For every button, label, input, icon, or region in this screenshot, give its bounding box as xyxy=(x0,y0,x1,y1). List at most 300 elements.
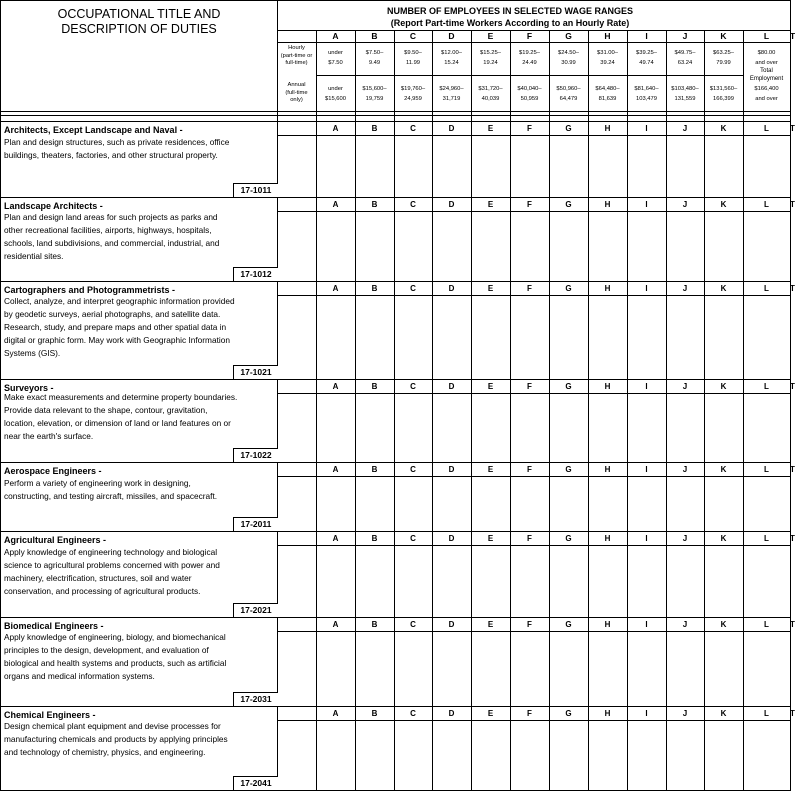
employee-count-cell[interactable] xyxy=(589,213,626,279)
soc-code: 17-2041 xyxy=(233,776,278,790)
employee-count-cell[interactable] xyxy=(550,213,587,279)
range-text: and over xyxy=(755,60,778,66)
range-text: 39.24 xyxy=(600,60,615,66)
employee-count-cell[interactable] xyxy=(628,395,665,460)
entry-letter-D: D xyxy=(448,124,455,133)
row-divider xyxy=(1,706,790,707)
employee-count-cell[interactable] xyxy=(395,137,431,195)
employee-count-cell[interactable] xyxy=(317,137,354,195)
description-line: digital or graphic form. May work with Geographic Information xyxy=(4,335,230,345)
entry-letter-B: B xyxy=(371,620,378,629)
column-divider xyxy=(316,30,317,121)
employee-count-cell[interactable] xyxy=(317,633,354,704)
employee-count-cell[interactable] xyxy=(628,137,665,195)
employee-count-cell[interactable] xyxy=(356,297,393,377)
entry-letter-L: L xyxy=(764,382,769,391)
employee-count-cell[interactable] xyxy=(317,547,354,615)
range-text: $49.75– xyxy=(674,50,696,56)
employee-count-cell[interactable] xyxy=(667,213,703,279)
employee-count-cell[interactable] xyxy=(550,633,587,704)
label-text: only) xyxy=(290,97,303,103)
employee-count-cell[interactable] xyxy=(705,722,742,788)
header-rule xyxy=(1,111,790,112)
column-divider xyxy=(549,30,550,121)
employee-count-cell[interactable] xyxy=(395,213,431,279)
range-text: 79.99 xyxy=(716,60,731,66)
employee-count-cell[interactable] xyxy=(550,137,587,195)
employee-count-cell[interactable] xyxy=(472,213,509,279)
employee-count-cell[interactable] xyxy=(395,547,431,615)
entry-letter-J: J xyxy=(682,284,688,293)
annual-range-E xyxy=(471,84,510,104)
employee-count-cell[interactable] xyxy=(395,478,431,529)
employee-count-cell[interactable] xyxy=(433,722,470,788)
employee-count-cell[interactable] xyxy=(433,137,470,195)
entry-letter-B: B xyxy=(371,284,378,293)
range-text: $7.50– xyxy=(365,50,384,56)
occupation-description xyxy=(4,477,280,503)
annual-range-H xyxy=(588,84,627,104)
annual-range-I xyxy=(627,84,666,104)
range-text: $12.00– xyxy=(441,50,462,56)
entry-letter-E: E xyxy=(487,284,494,293)
row-letter-rule xyxy=(277,211,790,212)
employee-count-cell[interactable] xyxy=(589,297,626,377)
range-text: $80.00 xyxy=(757,50,776,56)
entry-letter-E: E xyxy=(487,382,494,391)
entry-letter-E: E xyxy=(487,465,494,474)
soc-code: 17-1011 xyxy=(233,183,278,197)
entry-letter-A: A xyxy=(332,284,339,293)
employee-count-cell[interactable] xyxy=(472,137,509,195)
header-rule xyxy=(1,121,790,122)
entry-letter-D: D xyxy=(448,284,455,293)
header-line-2: DESCRIPTION OF DUTIES xyxy=(61,22,217,36)
entry-letter-K: K xyxy=(720,709,727,718)
entry-letter-K: K xyxy=(720,620,727,629)
label-text: full-time) xyxy=(285,60,308,66)
employee-count-cell[interactable] xyxy=(705,547,742,615)
entry-letter-I: I xyxy=(645,200,648,209)
range-text: 30.99 xyxy=(561,60,576,66)
hourly-range-B xyxy=(355,48,394,68)
entry-letter-T: T xyxy=(790,124,795,133)
employee-count-cell[interactable] xyxy=(589,478,626,529)
column-letter-E: E xyxy=(487,31,494,41)
employee-count-cell[interactable] xyxy=(628,213,665,279)
employee-count-cell[interactable] xyxy=(628,478,665,529)
entry-letter-B: B xyxy=(371,124,378,133)
description-line: Systems (GIS). xyxy=(4,348,61,358)
employee-count-cell[interactable] xyxy=(317,213,354,279)
employee-count-cell[interactable] xyxy=(433,478,470,529)
entry-letter-G: G xyxy=(565,620,572,629)
label-text: (part-time or xyxy=(280,52,313,59)
entry-letter-G: G xyxy=(565,465,572,474)
row-letter-rule xyxy=(277,720,790,721)
employee-count-cell[interactable] xyxy=(744,297,789,377)
occupation-title: Aerospace Engineers - xyxy=(4,466,102,476)
entry-letter-E: E xyxy=(487,709,494,718)
employee-count-cell[interactable] xyxy=(628,297,665,377)
entry-letter-H: H xyxy=(604,200,611,209)
employee-count-cell[interactable] xyxy=(705,137,742,195)
employee-count-cell[interactable] xyxy=(589,547,626,615)
entry-letter-C: C xyxy=(410,620,416,629)
range-text: 50,959 xyxy=(520,96,539,102)
range-text: 31,719 xyxy=(442,96,461,102)
employee-count-cell[interactable] xyxy=(550,478,587,529)
annual-range-F xyxy=(510,84,549,104)
range-text: and over xyxy=(755,96,778,102)
employee-count-cell[interactable] xyxy=(744,722,789,788)
employee-count-cell[interactable] xyxy=(511,213,548,279)
description-line: by geodetic surveys, aerial photographs, and satellite data. xyxy=(4,309,221,319)
employee-count-cell[interactable] xyxy=(511,478,548,529)
employee-count-cell[interactable] xyxy=(744,547,789,615)
description-line: Provide data relevant to the shape, contour, gravitation, xyxy=(4,405,208,415)
annual-range-B xyxy=(355,84,394,104)
header-rule xyxy=(1,115,790,116)
entry-letter-I: I xyxy=(645,382,648,391)
hourly-range-C xyxy=(394,48,432,68)
entry-letter-B: B xyxy=(371,382,378,391)
description-line: biological and health systems and products, such as artificial xyxy=(4,658,227,668)
entry-letter-H: H xyxy=(604,709,611,718)
column-divider xyxy=(627,30,628,121)
range-text: 64,479 xyxy=(559,96,578,102)
employee-count-cell[interactable] xyxy=(511,395,548,460)
entry-letter-D: D xyxy=(448,465,455,474)
entry-letter-A: A xyxy=(332,200,339,209)
employee-count-cell[interactable] xyxy=(667,137,703,195)
entry-letter-T: T xyxy=(790,200,795,209)
employee-count-cell[interactable] xyxy=(628,722,665,788)
entry-letter-I: I xyxy=(645,465,648,474)
employee-count-cell[interactable] xyxy=(744,478,789,529)
range-text: 9.49 xyxy=(368,60,381,66)
entry-letter-C: C xyxy=(410,709,416,718)
row-letter-rule xyxy=(277,393,790,394)
employee-count-cell[interactable] xyxy=(667,297,703,377)
employee-count-cell[interactable] xyxy=(317,297,354,377)
hourly-range-H xyxy=(588,48,627,68)
employee-count-cell[interactable] xyxy=(395,395,431,460)
entry-letter-T: T xyxy=(790,709,795,718)
column-divider xyxy=(666,30,667,121)
entry-letter-F: F xyxy=(527,465,532,474)
entry-letter-A: A xyxy=(332,534,339,543)
soc-code: 17-1012 xyxy=(233,267,278,281)
description-line: buildings, theaters, factories, and other structural property. xyxy=(4,150,218,160)
employee-count-cell[interactable] xyxy=(395,722,431,788)
employee-count-cell[interactable] xyxy=(395,297,431,377)
employee-count-cell[interactable] xyxy=(395,633,431,704)
row-letter-rule xyxy=(277,545,790,546)
label-text: Employment xyxy=(749,76,784,82)
range-text: $19,760– xyxy=(400,86,426,92)
employee-count-cell[interactable] xyxy=(472,395,509,460)
employee-count-cell[interactable] xyxy=(356,547,393,615)
annual-range-K xyxy=(704,84,743,104)
employee-count-cell[interactable] xyxy=(317,722,354,788)
column-letter-C: C xyxy=(409,31,417,41)
entry-letter-C: C xyxy=(410,124,416,133)
entry-letter-L: L xyxy=(764,284,769,293)
range-text: $31,720– xyxy=(478,86,503,92)
description-line: organs and medical information systems. xyxy=(4,671,155,681)
row-divider xyxy=(1,617,790,618)
entry-letter-F: F xyxy=(527,200,532,209)
entry-letter-D: D xyxy=(448,382,455,391)
row-letter-rule xyxy=(277,631,790,632)
employee-count-cell[interactable] xyxy=(433,633,470,704)
entry-letter-D: D xyxy=(448,709,455,718)
employee-count-cell[interactable] xyxy=(550,395,587,460)
employee-count-cell[interactable] xyxy=(667,478,703,529)
employee-count-cell[interactable] xyxy=(511,137,548,195)
employee-count-cell[interactable] xyxy=(511,722,548,788)
entry-letter-K: K xyxy=(720,284,727,293)
column-divider xyxy=(588,30,589,121)
employee-count-cell[interactable] xyxy=(667,722,703,788)
entry-letter-G: G xyxy=(565,284,572,293)
description-line: and technology of chemistry, physics, and engineering. xyxy=(4,747,206,757)
entry-letter-I: I xyxy=(645,620,648,629)
description-line: Plan and design land areas for such projects as parks and xyxy=(4,212,218,222)
annual-range-G xyxy=(549,84,588,104)
description-line: Design chemical plant equipment and devise processes for xyxy=(4,721,221,731)
employee-count-cell[interactable] xyxy=(317,478,354,529)
entry-letter-E: E xyxy=(487,620,494,629)
soc-code: 17-2021 xyxy=(233,603,278,617)
employee-count-cell[interactable] xyxy=(472,547,509,615)
employee-count-cell[interactable] xyxy=(667,547,703,615)
hourly-range-A xyxy=(316,48,355,68)
description-line: Research, study, and prepare maps and other spatial data in xyxy=(4,322,227,332)
employee-count-cell[interactable] xyxy=(705,395,742,460)
total-employment-label xyxy=(743,67,790,83)
occupation-title: Cartographers and Photogrammetrists - xyxy=(4,285,176,295)
entry-letter-L: L xyxy=(764,534,769,543)
employee-count-cell[interactable] xyxy=(356,137,393,195)
employee-count-cell[interactable] xyxy=(705,297,742,377)
employee-count-cell[interactable] xyxy=(744,395,789,460)
description-line: principles to the design, development, and evaluation of xyxy=(4,645,209,655)
annual-range-J xyxy=(666,84,704,104)
description-line: Collect, analyze, and interpret geographic information provided xyxy=(4,296,235,306)
employee-count-cell[interactable] xyxy=(356,478,393,529)
employee-count-cell[interactable] xyxy=(356,633,393,704)
entry-letter-J: J xyxy=(682,465,688,474)
annual-range-L xyxy=(743,84,790,104)
entry-letter-H: H xyxy=(604,465,611,474)
description-line: conservation, and processing of agricultural products. xyxy=(4,586,201,596)
range-text: 131,559 xyxy=(674,96,696,102)
employee-count-cell[interactable] xyxy=(744,213,789,279)
employee-count-cell[interactable] xyxy=(705,213,742,279)
range-text: 19.24 xyxy=(483,60,498,66)
occupation-description xyxy=(4,391,280,443)
entry-letter-H: H xyxy=(604,382,611,391)
entry-letter-J: J xyxy=(682,620,688,629)
entry-letter-L: L xyxy=(764,620,769,629)
employee-count-cell[interactable] xyxy=(589,722,626,788)
entry-letter-G: G xyxy=(565,534,572,543)
description-line: residential sites. xyxy=(4,251,64,261)
label-text: Annual xyxy=(287,82,306,88)
entry-letter-L: L xyxy=(764,465,769,474)
entry-letter-K: K xyxy=(720,534,727,543)
hourly-range-J xyxy=(666,48,704,68)
description-line: science to agricultural problems concerned with power and xyxy=(4,560,220,570)
hourly-range-G xyxy=(549,48,588,68)
description-line: Apply knowledge of engineering technology and biological xyxy=(4,547,218,557)
employee-count-cell[interactable] xyxy=(433,395,470,460)
employee-count-cell[interactable] xyxy=(511,297,548,377)
range-text: $9.50– xyxy=(404,50,422,56)
column-letter-K: K xyxy=(720,31,727,41)
range-text: $31.00– xyxy=(597,50,618,56)
entry-letter-T: T xyxy=(790,465,795,474)
description-line: Plan and design structures, such as private residences, office xyxy=(4,137,230,147)
entry-letter-I: I xyxy=(645,709,648,718)
wage-ranges-subtitle: (Report Part-time Workers According to an Hourly Rate) xyxy=(390,18,630,28)
wage-ranges-header xyxy=(277,5,743,29)
description-line: manufacturing chemicals and products by applying principles xyxy=(4,734,228,744)
entry-letter-B: B xyxy=(371,534,378,543)
annual-range-C xyxy=(394,84,432,104)
column-letter-I: I xyxy=(645,31,648,41)
hourly-label xyxy=(277,45,316,68)
employee-count-cell[interactable] xyxy=(744,137,789,195)
column-divider xyxy=(355,30,356,121)
employee-count-cell[interactable] xyxy=(433,297,470,377)
employee-count-cell[interactable] xyxy=(667,633,703,704)
occupational-title-header xyxy=(1,7,277,37)
range-text: $24,960– xyxy=(439,86,464,92)
range-text: $166,400 xyxy=(754,86,779,92)
employee-count-cell[interactable] xyxy=(705,478,742,529)
employee-count-cell[interactable] xyxy=(433,213,470,279)
employee-count-cell[interactable] xyxy=(667,395,703,460)
employee-count-cell[interactable] xyxy=(550,547,587,615)
soc-code: 17-1021 xyxy=(233,365,278,379)
entry-letter-C: C xyxy=(410,534,416,543)
employee-count-cell[interactable] xyxy=(589,395,626,460)
employee-count-cell[interactable] xyxy=(589,633,626,704)
employee-count-cell[interactable] xyxy=(317,395,354,460)
entry-letter-J: J xyxy=(682,534,688,543)
entry-letter-F: F xyxy=(527,124,532,133)
employee-count-cell[interactable] xyxy=(589,137,626,195)
occupation-title: Architects, Except Landscape and Naval - xyxy=(4,125,183,135)
entry-letter-D: D xyxy=(448,200,455,209)
entry-letter-J: J xyxy=(682,200,688,209)
entry-letter-B: B xyxy=(371,709,378,718)
entry-letter-F: F xyxy=(527,620,532,629)
entry-letter-E: E xyxy=(487,124,494,133)
employee-count-cell[interactable] xyxy=(744,633,789,704)
occupation-description xyxy=(4,720,280,759)
range-text: 24,959 xyxy=(404,96,422,102)
entry-letter-I: I xyxy=(645,534,648,543)
employee-count-cell[interactable] xyxy=(356,395,393,460)
entry-letter-B: B xyxy=(371,465,378,474)
employee-count-cell[interactable] xyxy=(472,633,509,704)
description-line: constructing, and testing aircraft, missiles, and spacecraft. xyxy=(4,491,218,501)
column-divider xyxy=(510,30,511,121)
entry-letter-T: T xyxy=(790,382,795,391)
employee-count-cell[interactable] xyxy=(472,297,509,377)
description-line: Make exact measurements and determine property boundaries. xyxy=(4,392,238,402)
entry-letter-F: F xyxy=(527,382,532,391)
entry-letter-F: F xyxy=(527,709,532,718)
range-text: under xyxy=(328,86,343,92)
employee-count-cell[interactable] xyxy=(511,547,548,615)
occupation-title: Landscape Architects - xyxy=(4,201,103,211)
range-text: 15.24 xyxy=(444,60,459,66)
hourly-range-E xyxy=(471,48,510,68)
employee-count-cell[interactable] xyxy=(511,633,548,704)
occupation-description xyxy=(4,631,280,683)
employee-count-cell[interactable] xyxy=(356,722,393,788)
entry-letter-A: A xyxy=(332,709,339,718)
range-text: 24.49 xyxy=(522,60,537,66)
employee-count-cell[interactable] xyxy=(472,478,509,529)
entry-letter-G: G xyxy=(565,124,572,133)
range-text: $40,040– xyxy=(517,86,542,92)
entry-letter-C: C xyxy=(410,465,416,474)
range-text: 11.99 xyxy=(405,60,421,66)
entry-letter-J: J xyxy=(682,124,688,133)
employee-count-cell[interactable] xyxy=(705,633,742,704)
employee-count-cell[interactable] xyxy=(472,722,509,788)
employee-count-cell[interactable] xyxy=(550,722,587,788)
employee-count-cell[interactable] xyxy=(628,547,665,615)
employee-count-cell[interactable] xyxy=(356,213,393,279)
column-divider xyxy=(432,30,433,121)
range-text: $19.25– xyxy=(519,50,540,56)
hourly-range-L xyxy=(743,48,790,68)
range-text: $15,600 xyxy=(325,96,346,102)
column-letter-J: J xyxy=(682,31,688,41)
employee-count-cell[interactable] xyxy=(628,633,665,704)
employee-count-cell[interactable] xyxy=(433,547,470,615)
entry-letter-B: B xyxy=(371,200,378,209)
entry-letter-H: H xyxy=(604,534,611,543)
entry-letter-K: K xyxy=(720,200,727,209)
entry-letter-F: F xyxy=(527,284,532,293)
range-text: 19,759 xyxy=(365,96,384,102)
employee-count-cell[interactable] xyxy=(550,297,587,377)
column-letter-T: T xyxy=(790,31,795,41)
entry-letter-C: C xyxy=(410,200,416,209)
entry-letter-A: A xyxy=(332,465,339,474)
entry-letter-E: E xyxy=(487,534,494,543)
range-text: $63.25– xyxy=(713,50,734,56)
description-line: Apply knowledge of engineering, biology, and biomechanical xyxy=(4,632,226,642)
entry-letter-C: C xyxy=(410,284,416,293)
row-divider xyxy=(1,281,790,282)
row-letter-rule xyxy=(277,135,790,136)
range-text: $15.25– xyxy=(480,50,501,56)
annual-range-D xyxy=(432,84,471,104)
range-text: 166,399 xyxy=(713,96,734,102)
annual-label xyxy=(277,82,316,105)
occupation-title: Surveyors - xyxy=(4,383,54,393)
row-letter-rule xyxy=(277,476,790,477)
